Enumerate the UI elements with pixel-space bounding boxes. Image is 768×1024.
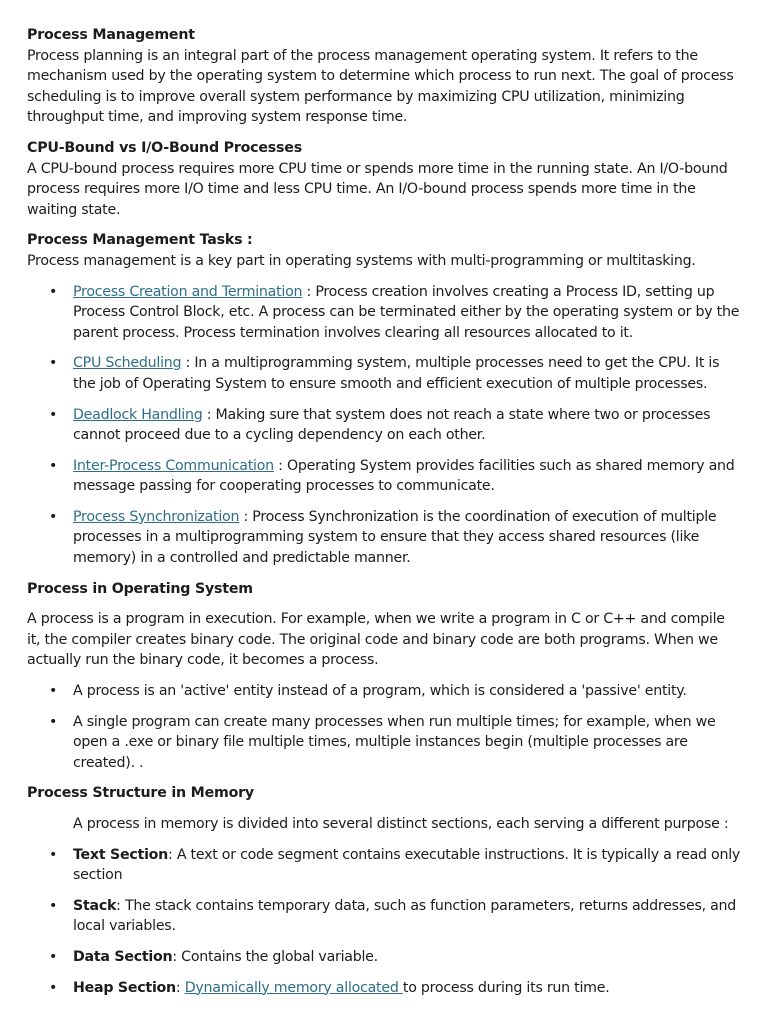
link-cpu-scheduling[interactable]: CPU Scheduling [73, 355, 182, 372]
section-process-structure [27, 783, 741, 998]
bullet-icon: • [49, 283, 58, 300]
list-item-text: : Process Synchronization is the coordination of execution of multiple processes in a multiprogramming system to ensure that they access shared resources (like memory) in a controlled and predictable manner. [73, 508, 717, 567]
section-process-management [27, 25, 741, 128]
paragraph-process-structure: A process in memory is divided into several distinct sections, each serving a different purpose : [73, 816, 729, 832]
tasks-list [27, 282, 741, 569]
list-item-text: : The stack contains temporary data, such as function parameters, returns addresses, and local variables. [73, 897, 737, 935]
list-item [27, 712, 741, 774]
link-process-creation[interactable]: Process Creation and Termination [73, 283, 303, 300]
paragraph-process-management: Process planning is an integral part of the process management operating system. It refers to the mechanism used by the operating system to determine which process to run next. The goal of process scheduling is to improve overall system performance by maximizing CPU utilization, minimizing throughput time, and improving system response time. [27, 47, 734, 126]
heading-process-structure: Process Structure in Memory [27, 785, 254, 802]
list-item-text-after: to process during its run time. [402, 979, 610, 996]
structure-list [27, 845, 741, 999]
link-deadlock-handling[interactable]: Deadlock Handling [73, 406, 203, 423]
bullet-icon: • [49, 457, 58, 474]
list-item [27, 507, 741, 569]
list-item-text: A single program can create many processes when run multiple times; for example, when we open a .exe or binary file multiple times, multiple instances begin (multiple processes are created). . [73, 713, 716, 771]
term-data-section: Data Section [73, 948, 173, 965]
list-item-text: : In a multiprogramming system, multiple processes need to get the CPU. It is the job of Operating System to ensure smooth and efficient execution of multiple processes. [73, 355, 720, 392]
list-item-text: A process is an 'active' entity instead of a program, which is considered a 'passive' entity. [73, 683, 687, 700]
term-text-section: Text Section [73, 846, 169, 863]
link-process-synchronization[interactable]: Process Synchronization [73, 508, 240, 525]
list-item-text: : Making sure that system does not reach a state where two or processes cannot proceed due to a cycling dependency on each other. [73, 406, 711, 444]
heading-process-management: Process Management [27, 27, 195, 43]
bullet-icon: • [49, 948, 58, 965]
term-heap-section: Heap Section [73, 979, 176, 996]
paragraph-cpu-io-bound: A CPU-bound process requires more CPU time or spends more time in the running state. An I/O-bound process requires more I/O time and less CPU time. An I/O-bound process spends more time in the waiting state. [27, 160, 728, 218]
heading-cpu-io-bound: CPU-Bound vs I/O-Bound Processes [27, 139, 302, 156]
bullet-icon: • [49, 897, 58, 914]
bullet-icon: • [49, 979, 58, 996]
process-list [27, 681, 741, 773]
bullet-icon: • [49, 846, 58, 863]
list-item [27, 282, 741, 344]
section-process-in-os [27, 579, 741, 774]
section-management-tasks [27, 230, 741, 568]
bullet-icon: • [49, 406, 58, 423]
bullet-icon: • [49, 355, 58, 372]
heading-management-tasks: Process Management Tasks : [27, 232, 253, 249]
paragraph-process-in-os: A process is a program in execution. For example, when we write a program in C or C++ and compile it, the compiler creates binary code. The original code and binary code are both programs. When we actually run the binary code, it becomes a process. [27, 611, 725, 669]
list-item [27, 681, 741, 702]
link-inter-process-communication[interactable]: Inter-Process Communication [73, 457, 274, 474]
link-dynamic-memory[interactable]: Dynamically memory allocated [184, 979, 403, 996]
bullet-icon: • [49, 508, 58, 525]
list-item-text: : A text or code segment contains executable instructions. It is typically a read only section [73, 846, 741, 884]
heading-process-in-os: Process in Operating System [27, 580, 253, 597]
list-item-text: : Contains the global variable. [172, 948, 378, 965]
list-item [27, 405, 741, 446]
bullet-icon: • [49, 713, 58, 730]
list-item-text: : [175, 979, 185, 996]
list-item [27, 845, 741, 886]
term-stack: Stack [73, 897, 117, 914]
list-item [27, 896, 741, 937]
list-item [27, 978, 741, 999]
section-cpu-io-bound [27, 138, 741, 220]
paragraph-management-tasks: Process management is a key part in operating systems with multi-programming or multitasking. [27, 252, 696, 269]
bullet-icon: • [49, 683, 58, 700]
list-item [27, 353, 741, 394]
list-item-text: : Operating System provides facilities such as shared memory and message passing for cooperating processes to communicate. [73, 457, 735, 495]
list-item-text: : Process creation involves creating a Process ID, setting up Process Control Block, etc. A process can be terminated either by the operating system or by the parent process. Process termination involves clearing all resources allocated to it. [73, 283, 740, 341]
list-item [27, 947, 741, 968]
list-item [27, 456, 741, 497]
